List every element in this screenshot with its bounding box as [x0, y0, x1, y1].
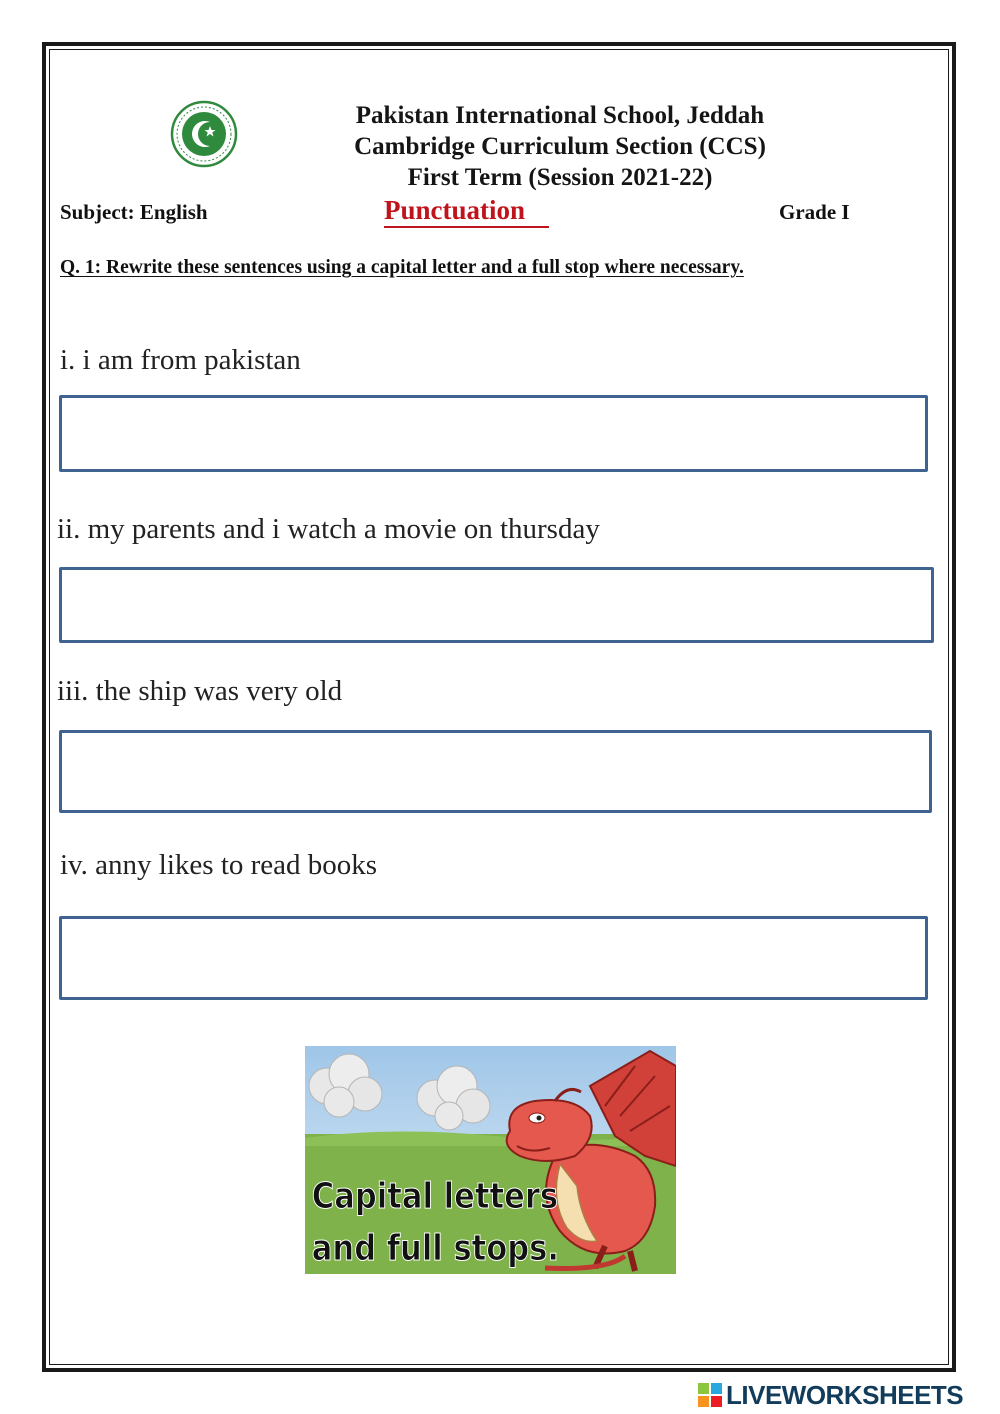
section-name: Cambridge Curriculum Section (CCS)	[354, 133, 766, 160]
answer-box-1[interactable]	[59, 395, 928, 472]
liveworksheets-logo-icon	[697, 1382, 723, 1408]
item-1-text: i. i am from pakistan	[60, 344, 301, 376]
watermark-text: LIVEWORKSHEETS	[726, 1379, 964, 1410]
caption-line-2: and full stops.	[311, 1226, 559, 1269]
dragon-illustration	[305, 1046, 676, 1274]
item-3-text: iii. the ship was very old	[57, 675, 343, 707]
liveworksheets-watermark[interactable]	[697, 1379, 963, 1411]
item-4-text: iv. anny likes to read books	[60, 849, 378, 881]
question-instruction: Q. 1: Rewrite these sentences using a capital letter and a full stop where necessary.	[60, 257, 744, 278]
topic-title: Punctuation	[384, 194, 549, 228]
item-2-text: ii. my parents and i watch a movie on thursday	[57, 513, 600, 545]
capital-letters-illustration	[305, 1046, 676, 1274]
subject-label: Subject: English	[60, 200, 208, 224]
answer-box-3[interactable]	[59, 730, 932, 813]
answer-box-4[interactable]	[59, 916, 928, 1000]
school-crest-icon	[170, 100, 238, 168]
answer-box-2[interactable]	[59, 567, 934, 643]
caption-line-1: Capital letters	[311, 1174, 559, 1217]
school-name: Pakistan International School, Jeddah	[355, 102, 765, 129]
term-name: First Term (Session 2021-22)	[407, 164, 713, 191]
grade-label: Grade I	[779, 200, 850, 224]
